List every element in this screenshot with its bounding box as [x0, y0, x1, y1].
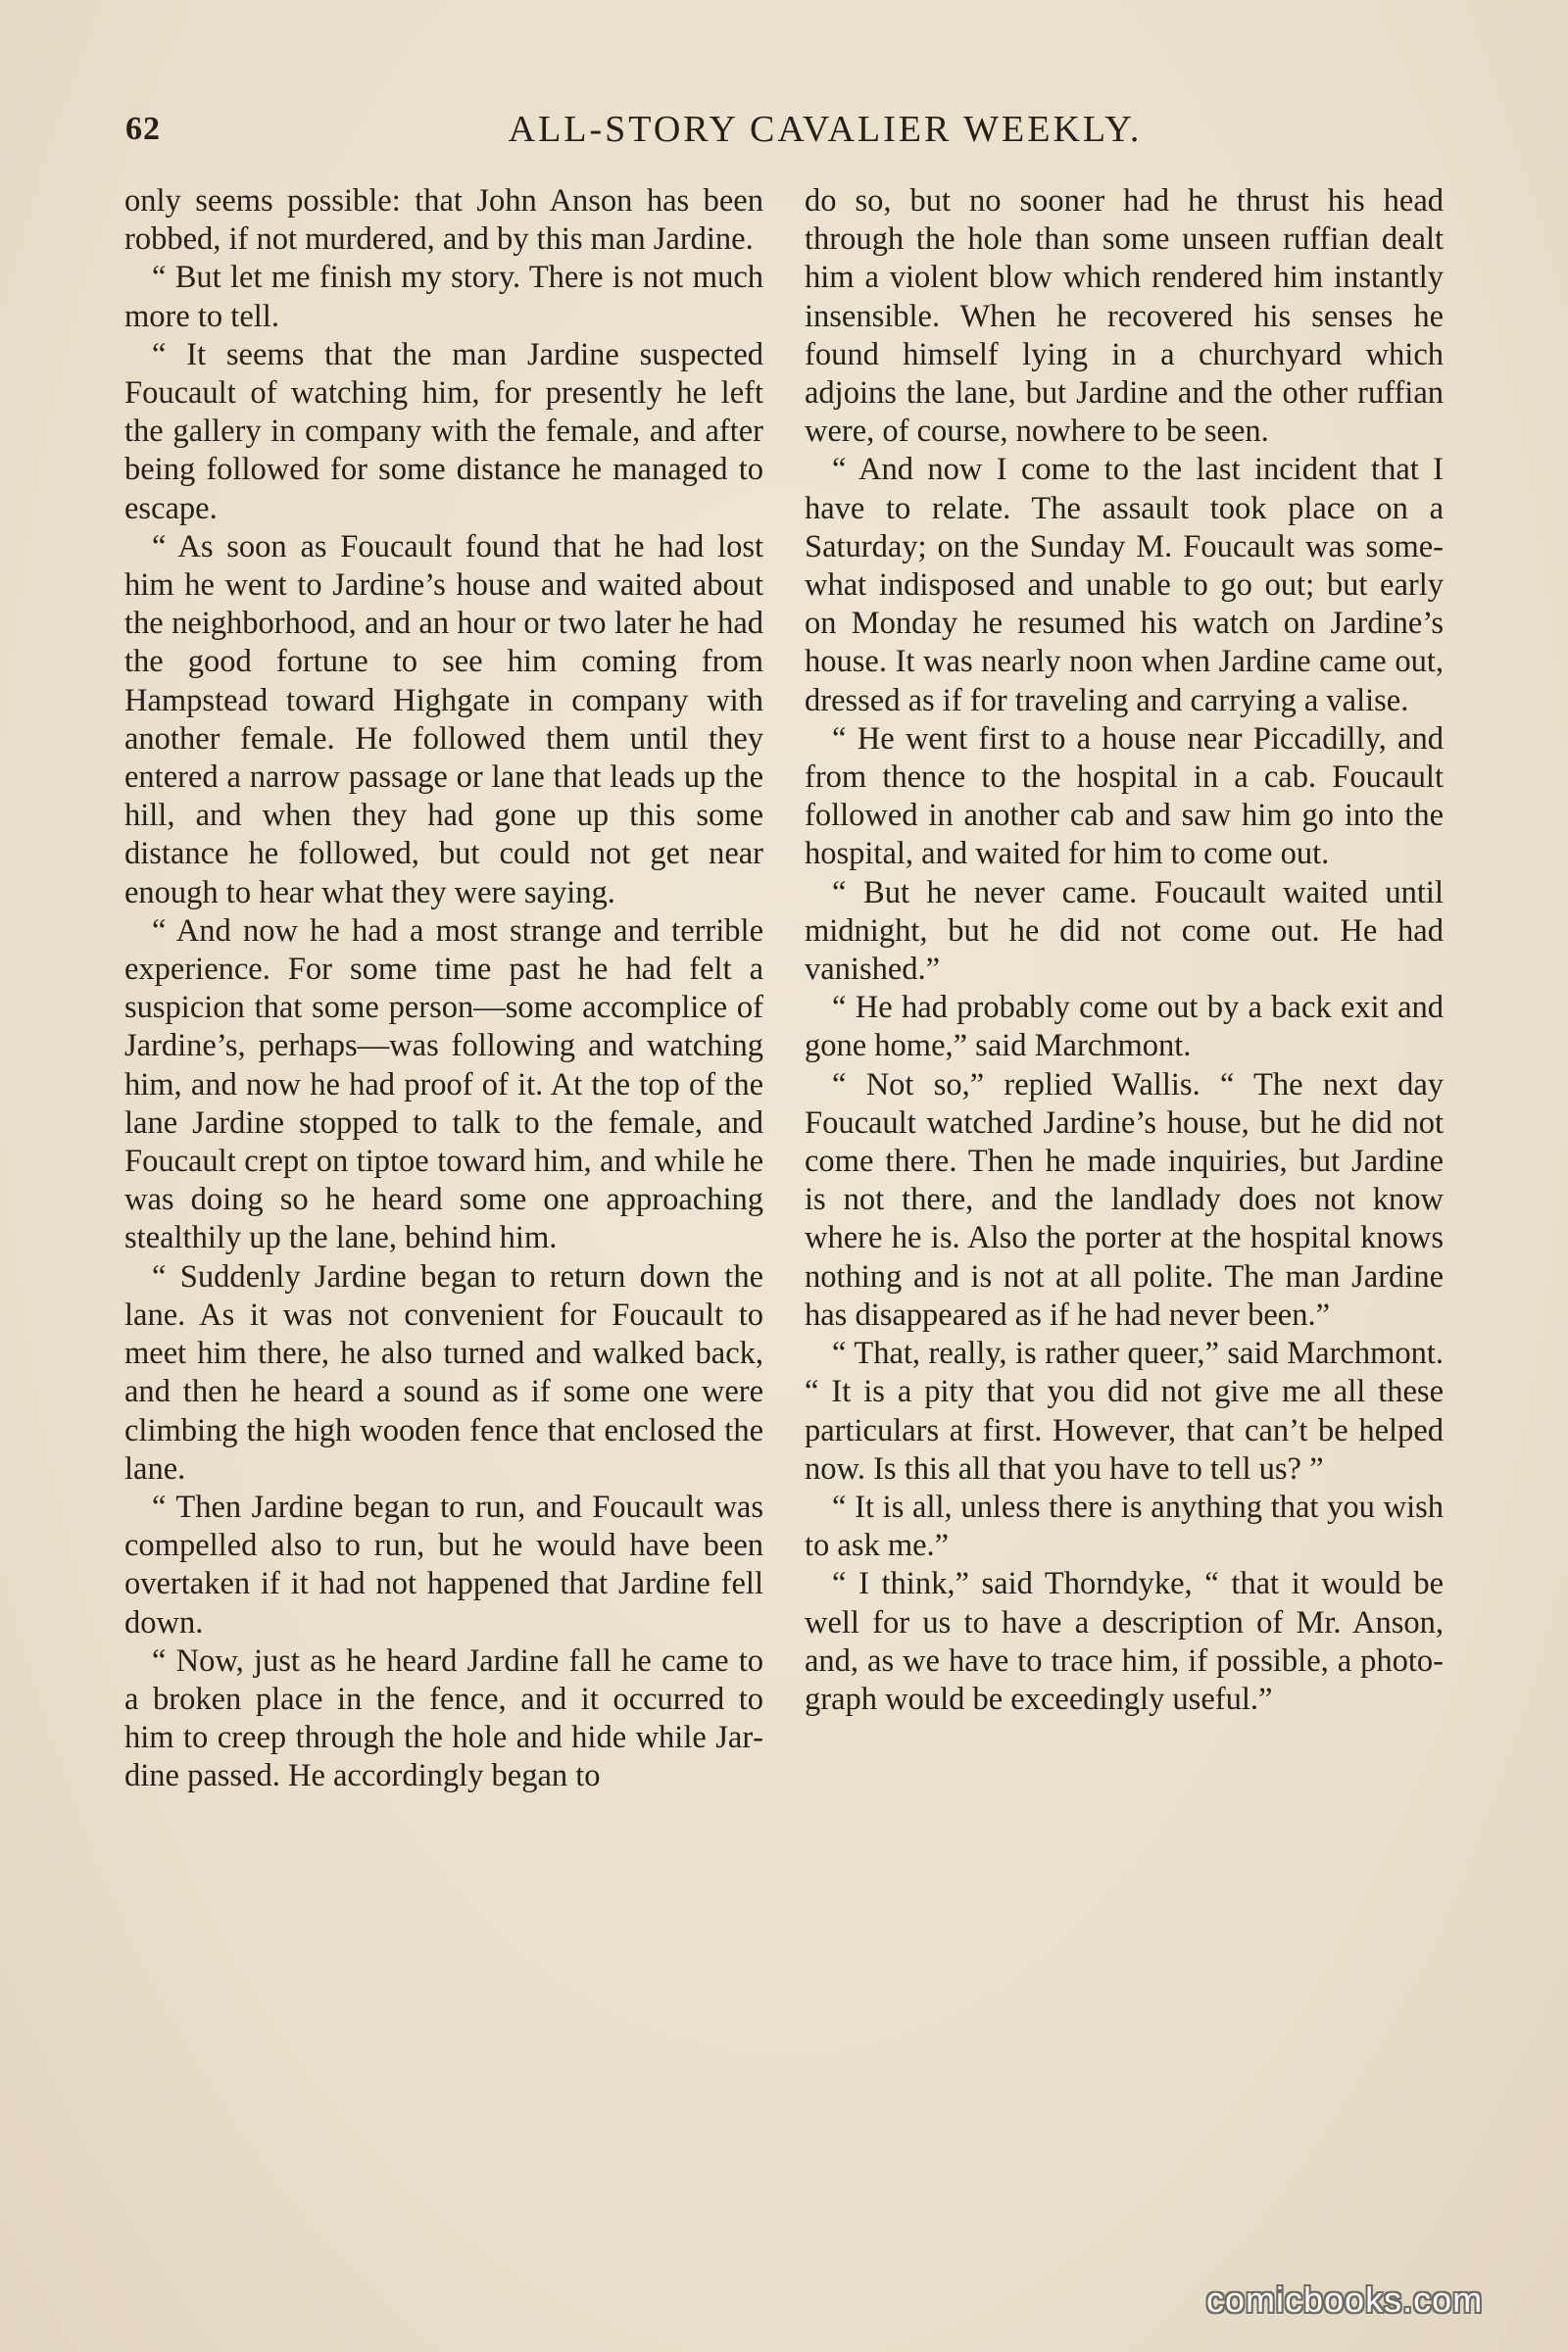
paragraph: do so, but no sooner had he thrust his head through the hole than some unseen ruffian dealt him a violent blow which rendered him instantly insensible. When he recovered his senses he found himself lying in a churchyard which adjoins the lane, but Jardine and the other ruffian were, of course, nowhere to be seen.	[805, 183, 1444, 450]
paragraph: “ But let me finish my story. There is not much more to tell.	[124, 260, 763, 334]
page-header	[125, 106, 1446, 153]
paragraph: “ And now I come to the last incident that I have to relate. The assault took place on a Saturday; on the Sunday M. Foucault was somewhat indisposed and unable to go out; but early on Monday he resumed his watch on Jardine’s house. It was nearly noon when Jardine came out, dressed as if for traveling and carrying a valise.	[805, 452, 1444, 718]
paragraph: “ He had probably come out by a back exit and gone home,” said Marchmont.	[805, 990, 1444, 1064]
paragraph: only seems possible: that John Anson has been robbed, if not murdered, and by this man Jardine.	[124, 183, 763, 258]
running-head: ALL-STORY CAVALIER WEEKLY.	[508, 109, 1143, 150]
paragraph: “ Suddenly Jardine began to return down the lane. As it was not convenient for Foucault to meet him there, he also turned and walked back, and then he heard a sound as if some one were climbing the high wooden fence that enclosed the lane.	[124, 1258, 763, 1487]
paragraph: “ It seems that the man Jardine suspected Foucault of watching him, for presently he left the gallery in company with the female, and after being followed for some distance he managed to escape.	[124, 336, 763, 526]
paragraph: “ That, really, is rather queer,” said Marchmont. “ It is a pity that you did not give me all these particulars at first. However, that can’t be helped now. Is this all that you have to tell us? ”	[805, 1336, 1444, 1487]
paragraph: “ Now, just as he heard Jardine fall he came to a broken place in the fence, and it occurred to him to creep through the hole and hide while Jardine passed. He accordingly began to	[124, 1642, 763, 1794]
paragraph: “ I think,” said Thorndyke, “ that it would be well for us to have a description of Mr. Anson, and, as we have to trace him, if possible, a photograph would be exceedingly useful.”	[805, 1566, 1444, 1717]
right-column	[805, 182, 1444, 1719]
paragraph: “ As soon as Foucault found that he had lost him he went to Jardine’s house and waited about the neighborhood, and an hour or two later he had the good fortune to see him coming from Hampstead toward Highgate in company with another female. He followed them until they entered a narrow passage or lane that leads up the hill, and when they had gone up this some distance he followed, but could not get near enough to hear what they were saying.	[124, 528, 763, 910]
paragraph: “ And now he had a most strange and terrible experience. For some time past he had felt a suspicion that some person—some accomplice of Jardine’s, perhaps—was following and watching him, and now he had proof of it. At the top of the lane Jardine stopped to talk to the female, and Foucault crept on tiptoe toward him, and while he was doing so he heard some one approaching stealthily up the lane, behind him.	[124, 912, 763, 1256]
left-column	[124, 182, 763, 1796]
paragraph: “ But he never came. Foucault waited until midnight, but he did not come out. He had vanished.”	[805, 874, 1444, 988]
paragraph: “ He went first to a house near Piccadilly, and from thence to the hospital in a cab. Foucault followed in another cab and saw him go into the hospital, and waited for him to come out.	[805, 720, 1444, 872]
paragraph: “ Then Jardine began to run, and Foucault was compelled also to run, but he would have been overtaken if it had not happened that Jardine fell down.	[124, 1489, 763, 1641]
site-watermark: comicbooks.com	[1206, 2279, 1484, 2320]
page-number: 62	[125, 111, 161, 147]
paragraph: “ Not so,” replied Wallis. “ The next day Foucault watched Jardine’s house, but he did not come there. Then he made inquiries, but Jardine is not there, and the landlady does not know where he is. Also the porter at the hospital knows nothing and is not at all polite. The man Jardine has disappeared as if he had never been.”	[805, 1066, 1444, 1333]
paragraph: “ It is all, unless there is anything that you wish to ask me.”	[805, 1489, 1444, 1564]
